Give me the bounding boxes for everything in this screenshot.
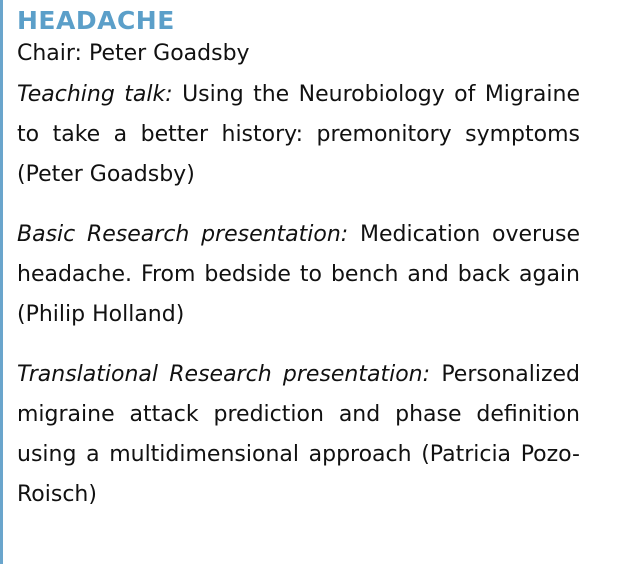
talk-item-basic-research (17, 215, 580, 335)
talk-text: Medication overuse headache. From bedside to bench and back again (Philip Holland) (17, 222, 581, 327)
session-title: HEADACHE (17, 6, 175, 35)
talk-item-teaching (17, 75, 580, 195)
session-content (17, 4, 580, 515)
talk-text: Using the Neurobiology of Migraine to take a better history: premonitory symptoms (Peter Goadsby) (17, 82, 580, 187)
talk-label: Teaching talk: (17, 82, 173, 107)
talk-item-translational-research (17, 355, 580, 515)
talk-label: Translational Research presentation: (17, 362, 431, 387)
talk-text: Personalized migraine attack prediction and phase definition using a multidimensional approach (Patricia Pozo-Roisch) (17, 362, 580, 507)
session-chair: Chair: Peter Goadsby (17, 41, 250, 66)
talk-label: Basic Research presentation: (17, 222, 349, 247)
